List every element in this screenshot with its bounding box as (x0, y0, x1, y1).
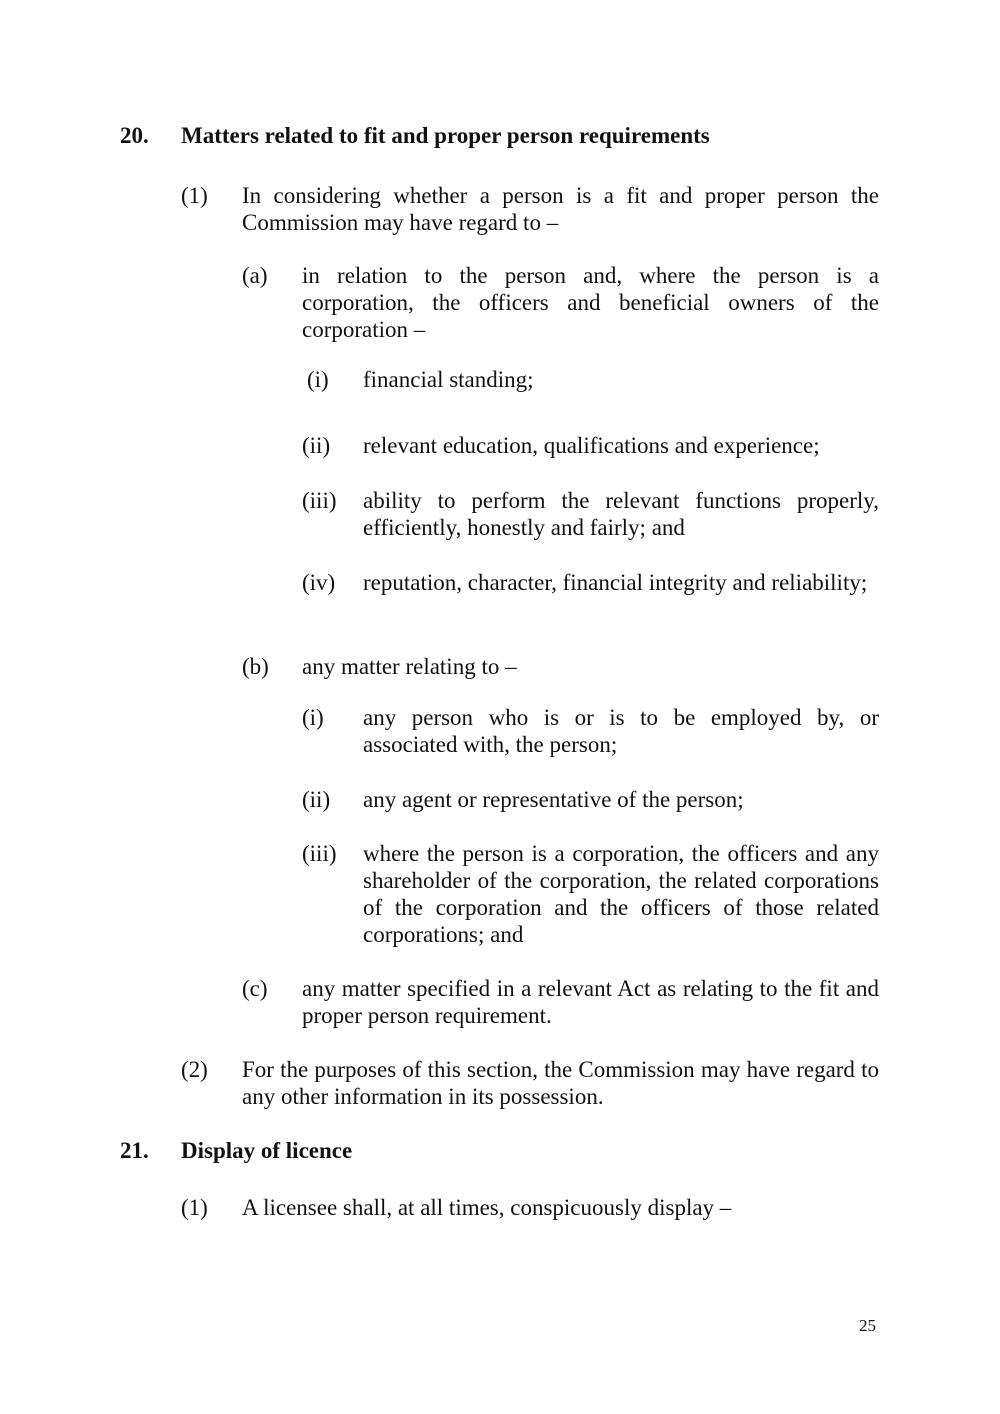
subparagraph-a-i-text: financial standing; (363, 367, 534, 392)
subsection-1-text: In considering whether a person is a fit and proper person the Commission may have regard to – (242, 183, 879, 235)
paragraph-a-text: in relation to the person and, where the person is a corporation, the officers and beneficial owners of the corporation – (302, 263, 879, 342)
subsection-2-label: (2) (181, 1057, 208, 1082)
paragraph-a-label: (a) (242, 263, 268, 288)
paragraph-c-text: any matter specified in a relevant Act as relating to the fit and proper person requirement. (302, 976, 879, 1028)
section-21-subsection-1-text: A licensee shall, at all times, conspicuously display – (242, 1195, 732, 1220)
section-21-subsection-1-label: (1) (181, 1195, 208, 1220)
subparagraph-b-ii-label: (ii) (302, 787, 331, 812)
subparagraph-b-iii-text: where the person is a corporation, the officers and any shareholder of the corporation, the related corporations of the corporation and the officers of those related corporations; and (363, 841, 879, 947)
subparagraph-a-iv-text: reputation, character, financial integrity and reliability; (363, 570, 868, 595)
section-20-title: Matters related to fit and proper person requirements (181, 123, 710, 148)
subparagraph-a-iii-label: (iii) (302, 488, 337, 513)
paragraph-b-label: (b) (242, 654, 269, 679)
section-20-number: 20. (120, 123, 149, 148)
subparagraph-b-ii-text: any agent or representative of the person; (363, 787, 744, 812)
subparagraph-b-i-label: (i) (302, 705, 324, 730)
subparagraph-b-iii-label: (iii) (302, 841, 337, 866)
subparagraph-b-i-text: any person who is or is to be employed by, or associated with, the person; (363, 705, 879, 757)
subsection-1-label: (1) (181, 183, 208, 208)
subparagraph-a-iii-text: ability to perform the relevant functions properly, efficiently, honestly and fairly; and (363, 488, 879, 540)
paragraph-c-label: (c) (242, 976, 268, 1001)
paragraph-b-text: any matter relating to – (302, 654, 517, 679)
subparagraph-a-ii-label: (ii) (302, 433, 331, 458)
section-21-title: Display of licence (181, 1138, 353, 1163)
subparagraph-a-ii-text: relevant education, qualifications and experience; (363, 433, 820, 458)
section-21-number: 21. (120, 1138, 149, 1163)
subparagraph-a-i-label: (i) (307, 367, 329, 392)
page-number: 25 (859, 1316, 876, 1335)
subsection-2-text: For the purposes of this section, the Commission may have regard to any other information in its possession. (242, 1057, 879, 1109)
subparagraph-a-iv-label: (iv) (302, 570, 336, 595)
